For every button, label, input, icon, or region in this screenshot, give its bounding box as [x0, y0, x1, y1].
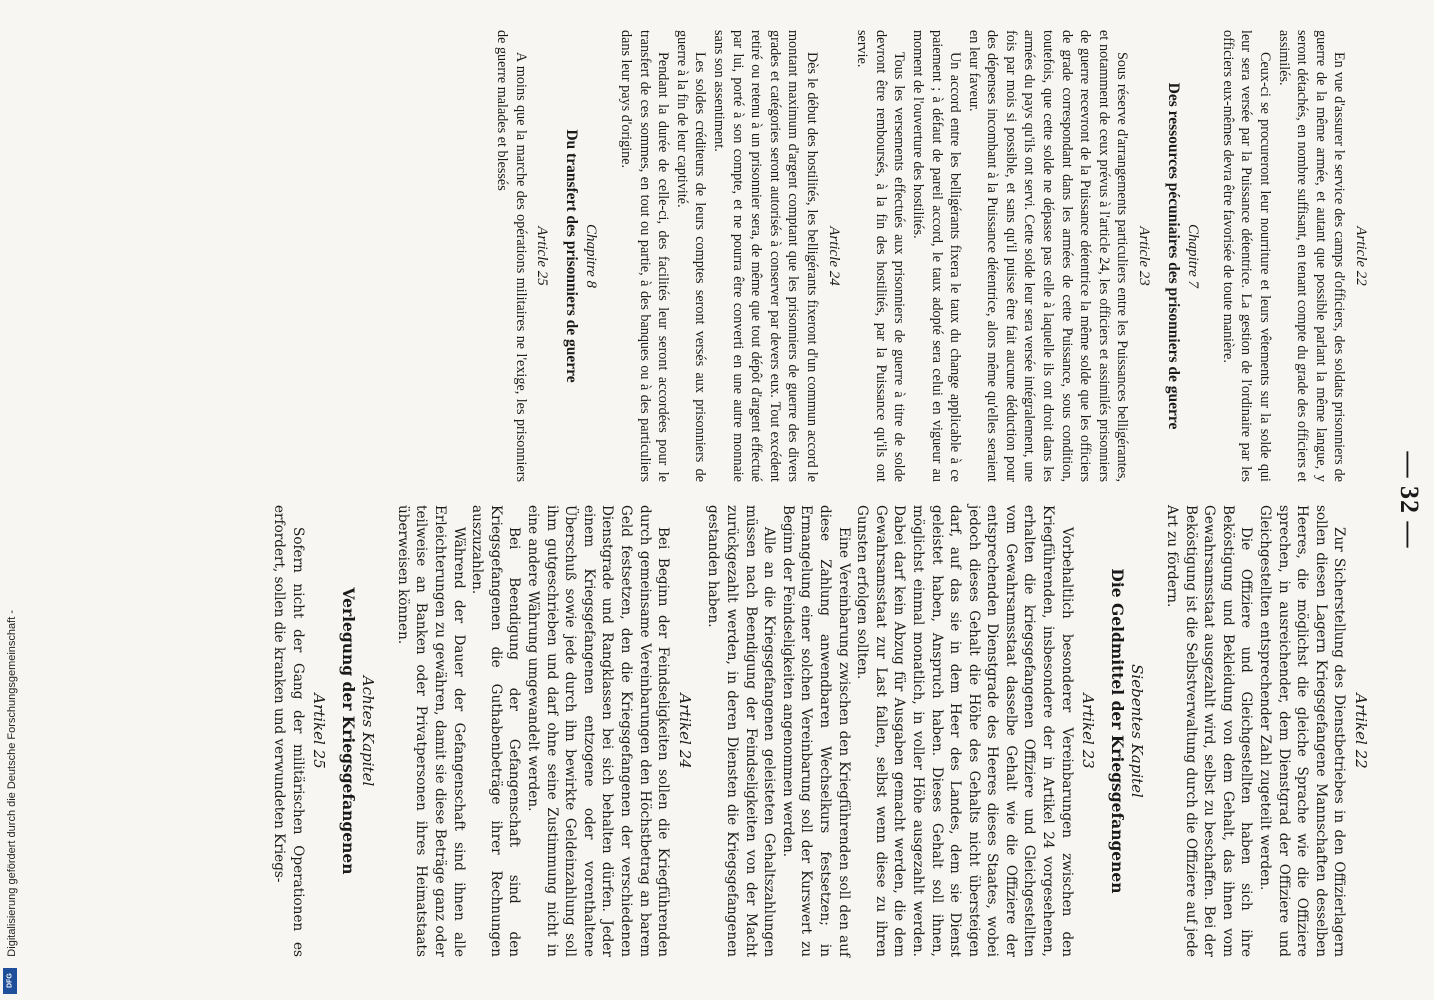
- chapter-title: Des ressources pécuniaires des prisonniers de guerre: [1164, 82, 1182, 430]
- chapter-heading: [338, 505, 377, 957]
- article-section: [393, 505, 694, 957]
- paragraph: A moins que la marche des opérations militaires ne l'exige, les prisonniers de guerre malades et blessés: [494, 30, 529, 482]
- paragraph: Die Offiziere und Gleichgestellten haben sich ihre Beköstigung und Bekleidung von dem Gehalt, das ihnen vom Gewahrsamsstaat ausgezahlt wird, selbst zu beschaffen. Bei der Beköstigung ist die Selbstverwaltung durch die Offiziere auf jede Art zu fördern.: [1164, 505, 1255, 957]
- chapter-heading: [1107, 505, 1146, 957]
- paragraph: Sous réserve d'arrangements particuliers entre les Puissances belligérantes, et notamment de ceux prévus à l'article 24, les officiers et assimilés prisonniers de guerre recevront de la Puissance détentrice la même solde que les officiers de grade correspondant dans les armées de cette Puissance, sous condition, toutefois, que cette solde ne dépasse pas celle à laquelle ils ont droit dans les armées du pays qu'ils ont servi. Cette solde leur sera versée intégralement, une fois par mois si possible, et sans qu'il puisse être fait aucune déduction pour des dépenses incombant à la Puissance détentrice, alors même qu'elles seraient en leur faveur.: [965, 30, 1131, 482]
- paragraph: Bei Beginn der Feindseligkeiten sollen die Kriegführenden durch gemeinsame Vereinbarungen den Höchstbetrag an barem Geld festsetzen, den die Kriegsgefangenen der verschiedenen Dienstgrade und Rangklassen bei sich behalten dürfen. Jeder einem Kriegsgefangenen entzogene oder vorenthaltene Überschuß sowie jede durch ihn bewirkte Geldeinzahlung soll ihm gutgeschrieben und darf ohne seine Zustimmung nicht in eine andere Währung umgewandelt werden.: [525, 505, 672, 957]
- article-section: [616, 30, 842, 482]
- german-column: [259, 505, 1376, 957]
- chapter-label: Siebentes Kapitel: [1128, 664, 1147, 798]
- chapter-title: Die Geldmittel der Kriegsgefangenen: [1107, 568, 1127, 894]
- paragraph: Eine Vereinbarung zwischen den Kriegführenden soll den auf diese Zahlung anwendbaren Wechselkurs festsetzen; in Ermangelung einer solchen Vereinbarung soll der Kurswert zu Beginn der Feindseligkeiten angenommen werden.: [779, 505, 852, 957]
- article-title: Artikel 23: [1079, 693, 1098, 769]
- paragraph: Während der Dauer der Gefangenschaft sind ihnen alle Erleichterungen zu gewähren, damit sie diese Beträge ganz oder teilweise an Banken oder Privatpersonen ihres Heimatstaats überweisen können.: [394, 505, 467, 957]
- article-title: Artikel 24: [675, 693, 694, 769]
- article-title: Artikel 22: [1352, 693, 1370, 769]
- paragraph: Les soldes créditeurs de leurs comptes seront versés aux prisonniers de guerre à la fin de leur captivité.: [673, 30, 709, 482]
- article-section: [704, 505, 1097, 957]
- article-section: [269, 505, 328, 957]
- article-title: Article 23: [1136, 226, 1153, 286]
- paragraph: Sofern nicht der Gang der militärischen Operationen es erfordert, sollen die kranken und verwundeten Kriegs-: [270, 505, 306, 957]
- dfg-logo: DFG: [3, 968, 17, 994]
- chapter-label: Chapitre 8: [583, 223, 600, 289]
- chapter-label: Chapitre 7: [1185, 223, 1202, 289]
- paragraph: Dès le début des hostilités, les belligérants fixeront d'un commun accord le montant maximum d'argent comptant que les prisonniers de guerre des divers grades et catégories seront autorisés à conserver par devers eux. Tout excédent retiré ou retenu à un prisonnier sera, de même que tout dépôt d'argent effectué par lui, porté à son compte, et ne pourra être converti en une autre monnaie sans son assentiment.: [711, 30, 820, 482]
- paragraph: En vue d'assurer le service des camps d'officiers, des soldats prisonniers de guerre de la même armée, et autant que possible parlant la même langue, y seront détachés, en nombre suffisant, en tenant compte du grade des officiers et assimilés.: [1275, 30, 1348, 482]
- article-section: [492, 30, 551, 482]
- chapter-title: Du transfert des prisonniers de guerre: [562, 129, 580, 383]
- paragraph: Tous les versements effectués aux prisonniers de guerre à titre de solde devront être remboursés, à la fin des hostilités, par la Puissance qu'ils ont servie.: [854, 30, 908, 482]
- article-section: [1162, 505, 1370, 957]
- paragraph: Un accord entre les belligérants fixera le taux du change applicable à ce paiement ; à défaut de pareil accord, le taux adopté sera celui en vigueur au moment de l'ouverture des hostilités.: [909, 30, 964, 482]
- paragraph: Zur Sicherstellung des Dienstbetriebes in den Offizierlagern sollen diesen Lagern Kriegsgefangene Mannschaften desselben Heeres, die möglichst die gleiche Sprache wie die Offiziere sprechen, in ausreichender, dem Dienstgrad der Offiziere und Gleichgestellten entsprechender Zahl zugeteilt werden.: [1257, 505, 1348, 957]
- digitization-credit: Digitalisierung gefördert durch die Deutsche Forschungsgemeinschaft -: [6, 610, 18, 957]
- chapter-label: Achtes Kapitel: [359, 675, 378, 787]
- article-title: Artikel 25: [310, 693, 329, 769]
- article-title: Article 25: [534, 226, 551, 286]
- paragraph: Pendant la durée de celle-ci, des facilités leur seront accordées pour le transfert de ces sommes, en tout ou partie, à des banques ou à des particuliers dans leur pays d'origine.: [618, 30, 672, 482]
- chapter-heading: [1163, 30, 1202, 482]
- article-title: Article 24: [825, 226, 842, 286]
- article-title: Article 22: [1353, 226, 1369, 286]
- chapter-title: Verlegung der Kriegsgefangenen: [338, 587, 358, 875]
- paragraph: Bei Beendigung der Gefangenschaft sind den Kriegsgefangenen die Guthabenbeträge ihrer Rechnungen auszuzahlen.: [469, 505, 523, 957]
- article-section: [853, 30, 1154, 482]
- chapter-heading: [561, 30, 600, 482]
- paragraph: Vorbehaltlich besonderer Vereinbarungen zwischen den Kriegführenden, insbesondere der in Artikel 24 vorgesehenen, erhalten die kriegsgefangenen Offiziere und Gleichgestellten vom Gewahrsamsstaat dasselbe Gehalt wie die Offiziere der entsprechenden Dienstgrade des Heeres dieses Staates, wobei jedoch dieses Gehalt die Höhe des Gehalts nicht übersteigen darf, auf das sie in dem Heer des Landes, dem sie Dienst geleistet haben, Anspruch haben. Dieses Gehalt soll ihnen, möglichst einmal monatlich, in voller Höhe ausgezahlt werden. Dabei darf kein Abzug für Ausgaben gemacht werden, die dem Gewahrsamsstaat zur Last fallen, selbst wenn diese zu ihren Gunsten erfolgen sollten.: [854, 505, 1075, 957]
- paragraph: Alle an die Kriegsgefangenen geleisteten Gehaltszahlungen müssen nach Beendigung der Feindseligkeiten von der Macht zurückgezahlt werden, in deren Diensten die Kriegsgefangenen gestanden haben.: [705, 505, 778, 957]
- french-column: [482, 30, 1376, 482]
- paragraph: Ceux-ci se procureront leur nourriture et leurs vêtements sur la solde qui leur sera versée par la Puissance détentrice. La gestion de l'ordinaire par les officiers eux-mêmes devra être favorisée de toute manière.: [1219, 30, 1274, 482]
- page-number: — 32 —: [1395, 451, 1424, 549]
- article-section: [1218, 30, 1370, 482]
